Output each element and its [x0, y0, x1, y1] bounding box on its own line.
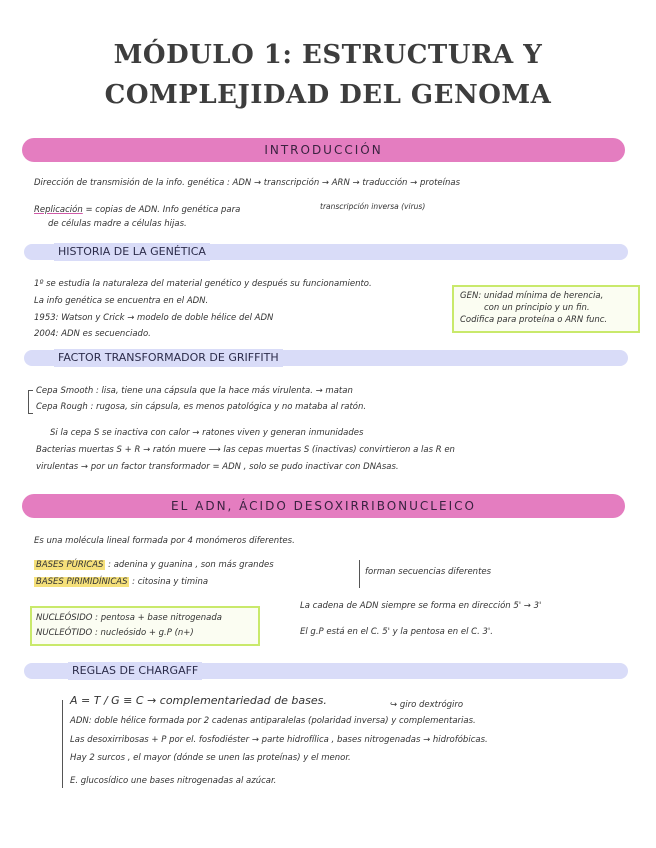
chargaff-line-2: ADN: doble hélice formada por 2 cadenas antiparalelas (polaridad inversa) y complementarias. [70, 716, 476, 726]
bases-pirimidinicas-text: : citosina y timina [132, 577, 209, 587]
factor-line-1: Cepa Smooth : lisa, tiene una cápsula que la hace más virulenta. → matan [36, 386, 353, 396]
nucleotido-box [30, 606, 260, 646]
intro-line-1: Dirección de transmisión de la info. genética : ADN → transcripción → ARN → traducción → proteínas [34, 178, 461, 188]
adn-carbon-line: El g.P está en el C. 5' y la pentosa en el C. 3'. [300, 627, 493, 637]
bases-bracket-text: forman secuencias diferentes [365, 567, 492, 577]
adn-line-1: Es una molécula lineal formada por 4 monómeros diferentes. [34, 536, 295, 546]
bases-pirimidinicas-label: BASES PIRIMIDÍNICAS [36, 577, 128, 587]
factor-line-5: virulentas → por un factor transformador = ADN , solo se pudo inactivar con DNAsas. [36, 462, 399, 472]
section-header-introduccion: INTRODUCCIÓN [22, 138, 625, 162]
factor-line-2: Cepa Rough : rugosa, sin cápsula, es menos patológica y no mataba al ratón. [36, 402, 367, 412]
chargaff-line-5: E. glucosídico une bases nitrogenadas al azúcar. [70, 776, 277, 786]
historia-line-4: 2004: ADN es secuenciado. [34, 329, 151, 339]
replicacion-def: = copias de ADN. Info genética para [82, 205, 241, 215]
gen-line-1: GEN: unidad mínima de herencia, [460, 291, 604, 301]
chargaff-line-3: Las desoxirribosas + P por el. fosfodiéster → parte hidrofílica , bases nitrogenadas → hidrofóbicas. [70, 735, 488, 745]
bases-pirimidinicas-line [34, 577, 208, 588]
section-header-adn: EL ADN, ÁCIDO DESOXIRRIBONUCLEICO [22, 494, 625, 518]
cepas-bracket [28, 390, 33, 414]
intro-line-3 [34, 205, 240, 216]
nucleosido-line: NUCLEÓSIDO : pentosa + base nitrogenada [36, 613, 222, 623]
historia-line-2: La info genética se encuentra en el ADN. [34, 296, 209, 306]
factor-line-4: Bacterias muertas S + R → ratón muere ⟶ las cepas muertas S (inactivas) convirtieron a las R en [36, 445, 455, 455]
intro-line-2: transcripción inversa (virus) [320, 202, 426, 211]
bases-puricas-text: : adenina y guanina , son más grandes [108, 560, 274, 570]
section-header-historia: HISTORIA DE LA GENÉTICA [54, 243, 210, 261]
section-bar-factor [24, 350, 628, 366]
bases-puricas-label: BASES PÚRICAS [36, 560, 104, 570]
gen-line-2: con un principio y un fin. [484, 303, 590, 313]
section-header-factor: FACTOR TRANSFORMADOR DE GRIFFITH [54, 349, 283, 367]
adn-direction-line: La cadena de ADN siempre se forma en dirección 5' → 3' [300, 601, 542, 611]
chargaff-line-1b: ↪ giro dextrógiro [390, 700, 464, 710]
section-bar-historia [24, 244, 628, 260]
factor-line-3: Si la cepa S se inactiva con calor → ratones viven y generan inmunidades [50, 428, 364, 438]
nucleotido-line: NUCLEÓTIDO : nucleósido + g.P (n+) [36, 628, 194, 638]
historia-line-1: 1º se estudia la naturaleza del material genético y después su funcionamiento. [34, 279, 372, 289]
section-header-chargaff: REGLAS DE CHARGAFF [68, 662, 202, 680]
gen-definition-box [452, 285, 640, 333]
chargaff-line-1: A = T / G ≡ C → complementariedad de bases. [70, 694, 327, 707]
gen-line-3: Codifica para proteína o ARN func. [460, 315, 608, 325]
chargaff-bracket [62, 700, 63, 788]
intro-line-4: de células madre a células hijas. [48, 219, 187, 229]
bases-bracket [359, 560, 360, 588]
chargaff-line-4: Hay 2 surcos , el mayor (dónde se unen las proteínas) y el menor. [70, 753, 351, 763]
replicacion-term: Replicación [34, 205, 83, 215]
bases-puricas-line [34, 560, 274, 571]
page-title-line2: COMPLEJIDAD DEL GENOMA [104, 80, 552, 110]
page-title-line1: MÓDULO 1: ESTRUCTURA Y [113, 40, 543, 70]
historia-line-3: 1953: Watson y Crick → modelo de doble hélice del ADN [34, 313, 274, 323]
section-bar-chargaff [24, 663, 628, 679]
